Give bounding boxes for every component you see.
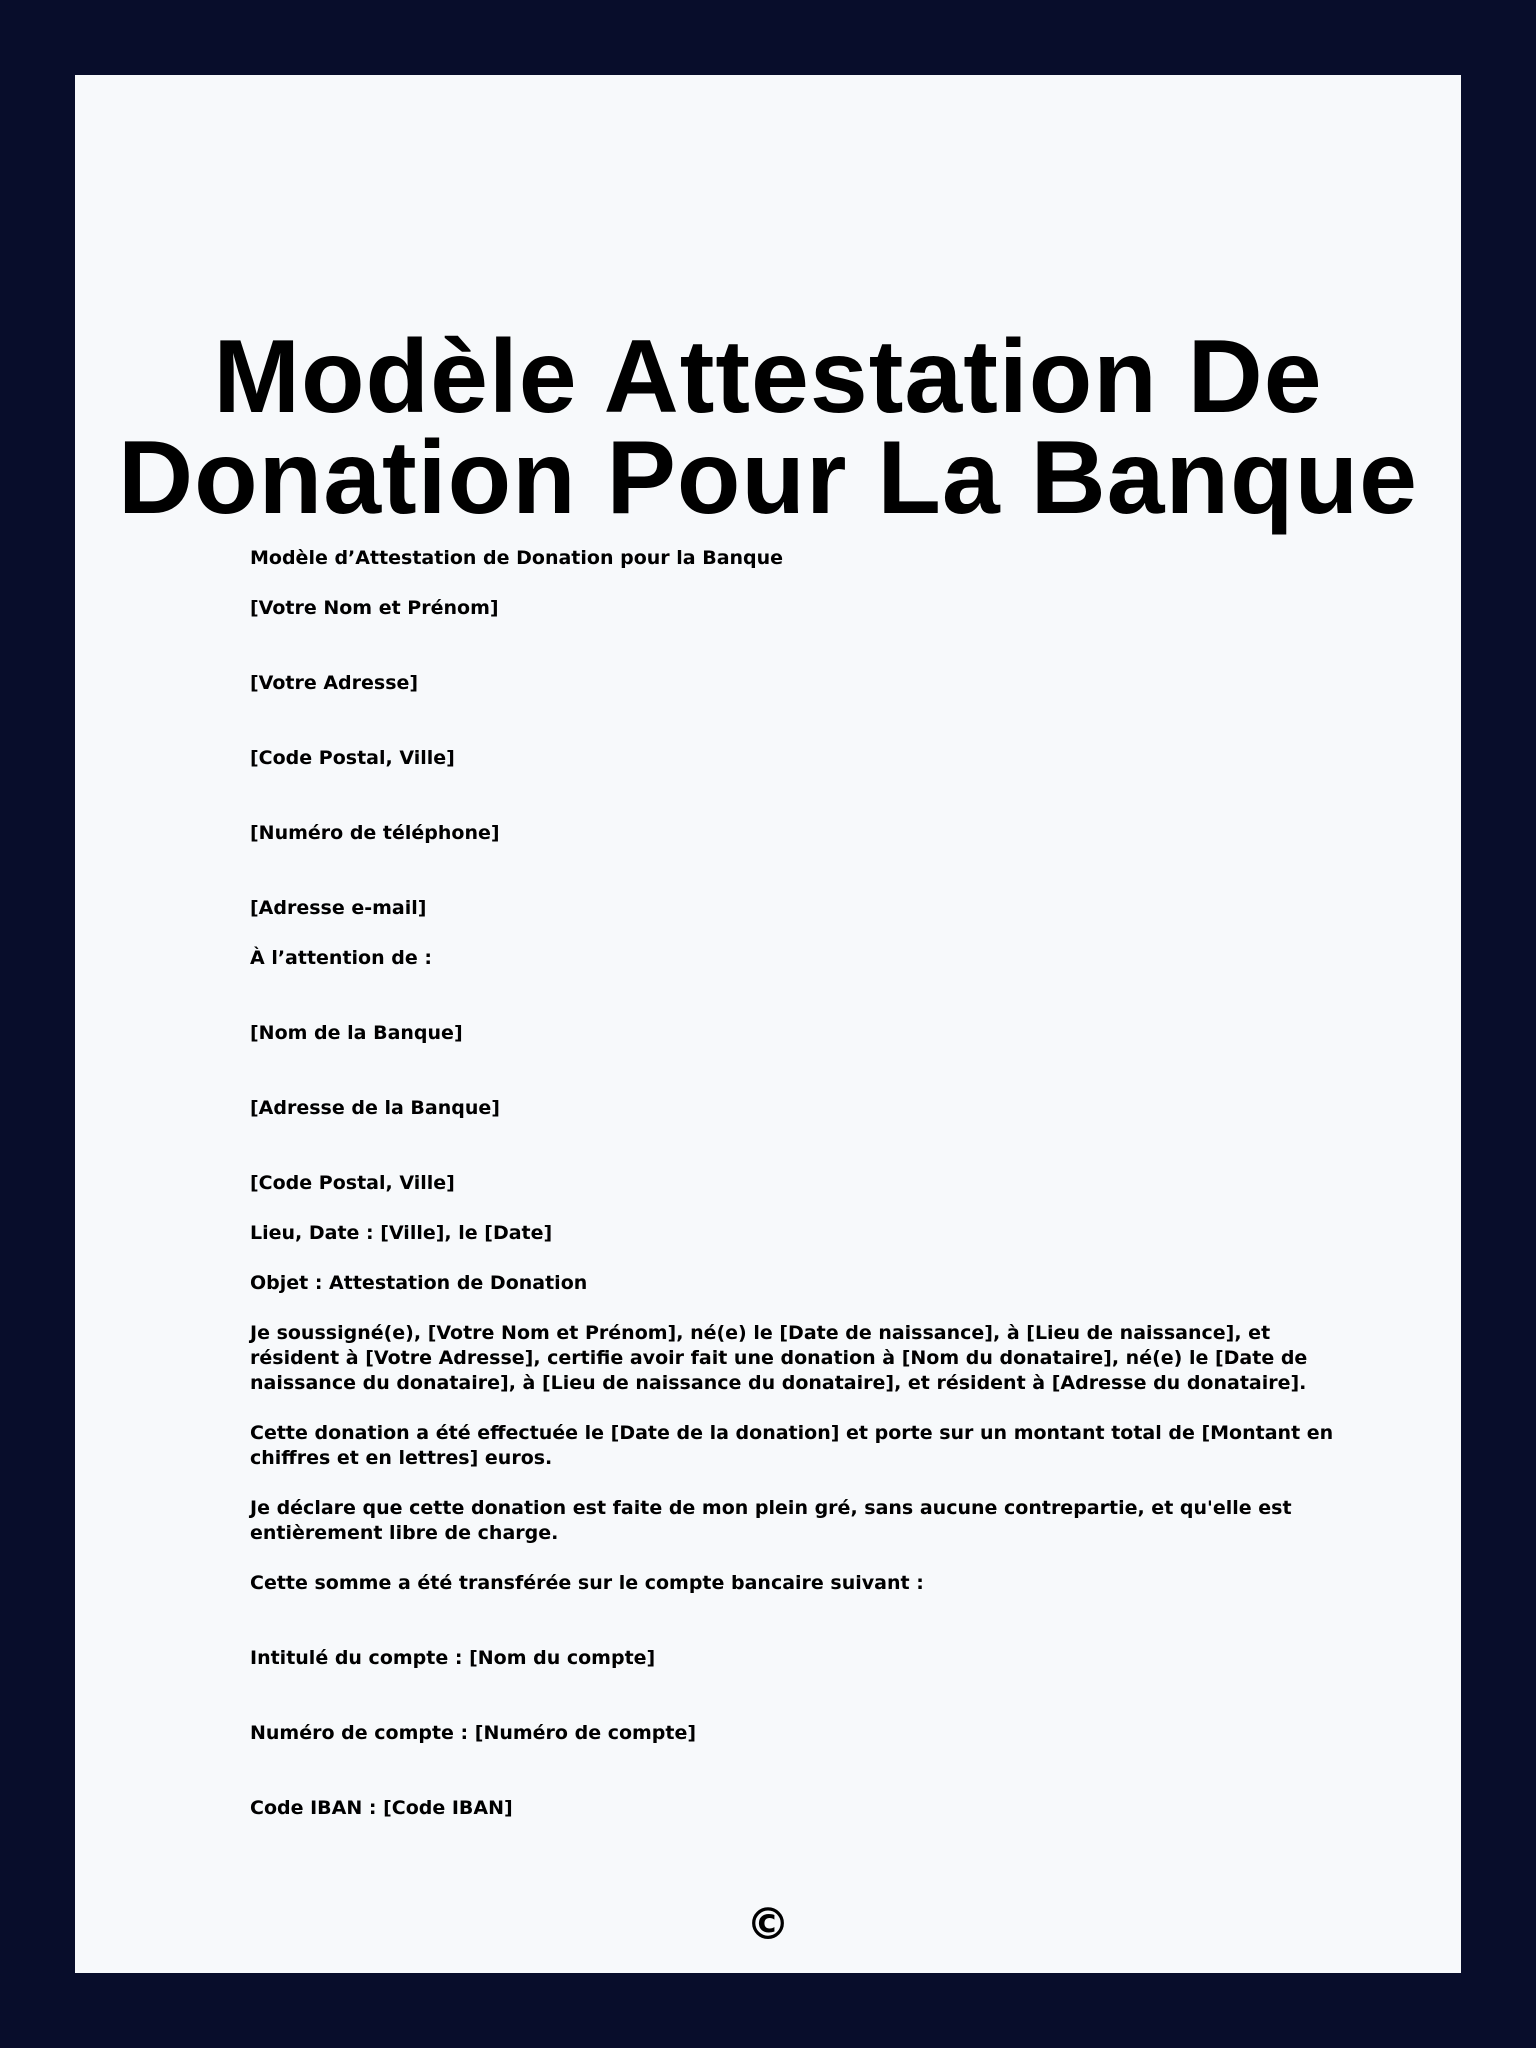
- title-line-1: Modèle Attestation De: [213, 319, 1323, 435]
- paragraph-transfer: Cette somme a été transférée sur le compte bancaire suivant :: [250, 1572, 924, 1594]
- place-date: Lieu, Date : [Ville], le [Date]: [250, 1222, 553, 1244]
- sender-name: [Votre Nom et Prénom]: [250, 597, 499, 619]
- account-number: Numéro de compte : [Numéro de compte]: [250, 1722, 697, 1744]
- title-line-2: Donation Pour La Banque: [118, 420, 1418, 536]
- document-title: [75, 319, 1461, 536]
- letter-body: [250, 546, 1360, 1846]
- document-page: [75, 75, 1461, 1973]
- sender-email: [Adresse e-mail]: [250, 897, 427, 919]
- paragraph-free-will: Je déclare que cette donation est faite de mon plein gré, sans aucune contrepartie, et qu'elle est entièrement libre de charge.: [250, 1497, 1292, 1544]
- paragraph-declaration: Je soussigné(e), [Votre Nom et Prénom], né(e) le [Date de naissance], à [Lieu de naissance], et résident à [Votre Adresse], certifie avoir fait une donation à [Nom du donataire], né(e) le [Date de naissance du donataire], à [Lieu de naissance du donataire], et résident à [Adresse du donataire].: [250, 1322, 1308, 1394]
- sender-phone: [Numéro de téléphone]: [250, 822, 500, 844]
- subject-line: Objet : Attestation de Donation: [250, 1272, 588, 1294]
- paragraph-amount: Cette donation a été effectuée le [Date de la donation] et porte sur un montant total de [Montant en chiffres et en lettres] euros.: [250, 1422, 1334, 1469]
- bank-city: [Code Postal, Ville]: [250, 1172, 455, 1194]
- bank-address: [Adresse de la Banque]: [250, 1097, 500, 1119]
- copyright-icon: ©: [746, 1899, 790, 1950]
- sender-city: [Code Postal, Ville]: [250, 747, 455, 769]
- account-iban: Code IBAN : [Code IBAN]: [250, 1797, 513, 1819]
- letter-heading: Modèle d’Attestation de Donation pour la Banque: [250, 547, 784, 569]
- bank-name: [Nom de la Banque]: [250, 1022, 463, 1044]
- attention-line: À l’attention de :: [250, 947, 432, 969]
- account-title: Intitulé du compte : [Nom du compte]: [250, 1647, 656, 1669]
- sender-address: [Votre Adresse]: [250, 672, 419, 694]
